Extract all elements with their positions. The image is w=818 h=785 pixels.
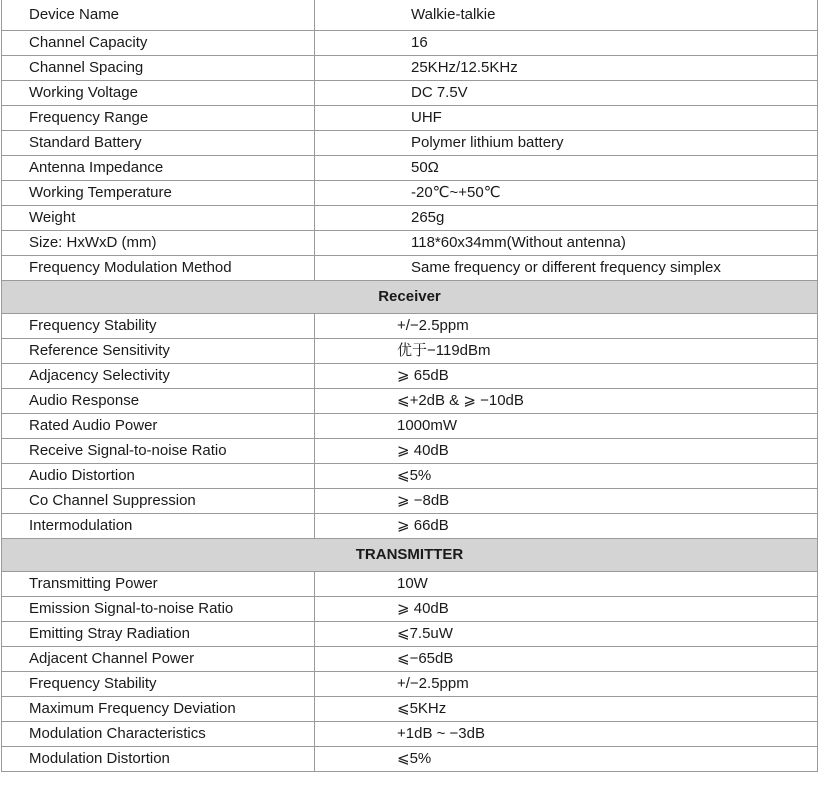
value-cell: 16 xyxy=(315,31,818,56)
param-cell: Standard Battery xyxy=(2,131,315,156)
table-row xyxy=(2,489,818,514)
table-row xyxy=(2,0,818,31)
spec-table-body xyxy=(2,0,818,772)
value-cell: ⩽5KHz xyxy=(315,697,818,722)
param-cell: Adjacent Channel Power xyxy=(2,647,315,672)
value-cell: 1000mW xyxy=(315,414,818,439)
table-row xyxy=(2,339,818,364)
value-cell: ⩽7.5uW xyxy=(315,622,818,647)
table-row xyxy=(2,181,818,206)
param-cell: Intermodulation xyxy=(2,514,315,539)
table-row xyxy=(2,364,818,389)
param-cell: Emitting Stray Radiation xyxy=(2,622,315,647)
table-row xyxy=(2,314,818,339)
table-row xyxy=(2,206,818,231)
table-row xyxy=(2,572,818,597)
transmitter-section-title: TRANSMITTER xyxy=(2,539,818,572)
value-cell: ⩽+2dB & ⩾ −10dB xyxy=(315,389,818,414)
value-cell: 10W xyxy=(315,572,818,597)
param-cell: Emission Signal-to-noise Ratio xyxy=(2,597,315,622)
param-cell: Reference Sensitivity xyxy=(2,339,315,364)
param-cell: Working Temperature xyxy=(2,181,315,206)
table-row xyxy=(2,697,818,722)
table-row xyxy=(2,131,818,156)
param-cell: Transmitting Power xyxy=(2,572,315,597)
param-cell: Weight xyxy=(2,206,315,231)
table-row xyxy=(2,81,818,106)
param-cell: Size: HxWxD (mm) xyxy=(2,231,315,256)
value-cell: 118*60x34mm(Without antenna) xyxy=(315,231,818,256)
param-cell: Adjacency Selectivity xyxy=(2,364,315,389)
value-cell: ⩾ 40dB xyxy=(315,439,818,464)
table-row xyxy=(2,156,818,181)
param-cell: Frequency Stability xyxy=(2,672,315,697)
param-cell: Modulation Distortion xyxy=(2,747,315,772)
param-cell: Modulation Characteristics xyxy=(2,722,315,747)
param-cell: Antenna Impedance xyxy=(2,156,315,181)
param-cell: Maximum Frequency Deviation xyxy=(2,697,315,722)
table-row xyxy=(2,256,818,281)
param-cell: Co Channel Suppression xyxy=(2,489,315,514)
value-cell: DC 7.5V xyxy=(315,81,818,106)
value-cell: -20℃~+50℃ xyxy=(315,181,818,206)
value-cell: ⩾ 66dB xyxy=(315,514,818,539)
table-row xyxy=(2,31,818,56)
value-cell: +1dB ~ −3dB xyxy=(315,722,818,747)
spec-table xyxy=(1,0,818,772)
param-cell: Channel Spacing xyxy=(2,56,315,81)
value-cell: Polymer lithium battery xyxy=(315,131,818,156)
table-row xyxy=(2,514,818,539)
value-cell: ⩽5% xyxy=(315,464,818,489)
table-row xyxy=(2,231,818,256)
table-row xyxy=(2,414,818,439)
table-row xyxy=(2,622,818,647)
table-row xyxy=(2,722,818,747)
receiver-section-header xyxy=(2,281,818,314)
param-cell: Rated Audio Power xyxy=(2,414,315,439)
table-row xyxy=(2,672,818,697)
table-row xyxy=(2,106,818,131)
param-cell: Audio Distortion xyxy=(2,464,315,489)
param-cell: Device Name xyxy=(2,0,315,31)
value-cell: 265g xyxy=(315,206,818,231)
value-cell: ⩾ −8dB xyxy=(315,489,818,514)
table-row xyxy=(2,56,818,81)
table-row xyxy=(2,464,818,489)
transmitter-section-header xyxy=(2,539,818,572)
table-row xyxy=(2,597,818,622)
value-cell: UHF xyxy=(315,106,818,131)
param-cell: Frequency Range xyxy=(2,106,315,131)
value-cell: Walkie-talkie xyxy=(315,0,818,31)
value-cell: ⩾ 40dB xyxy=(315,597,818,622)
param-cell: Frequency Stability xyxy=(2,314,315,339)
value-cell: +/−2.5ppm xyxy=(315,672,818,697)
param-cell: Audio Response xyxy=(2,389,315,414)
value-cell: ⩾ 65dB xyxy=(315,364,818,389)
value-cell: 50Ω xyxy=(315,156,818,181)
value-cell: 优于−119dBm xyxy=(315,339,818,364)
table-row xyxy=(2,389,818,414)
value-cell: ⩽5% xyxy=(315,747,818,772)
value-cell: 25KHz/12.5KHz xyxy=(315,56,818,81)
table-row xyxy=(2,747,818,772)
receiver-section-title: Receiver xyxy=(2,281,818,314)
value-cell: Same frequency or different frequency simplex xyxy=(315,256,818,281)
table-row xyxy=(2,647,818,672)
value-cell: ⩽−65dB xyxy=(315,647,818,672)
param-cell: Frequency Modulation Method xyxy=(2,256,315,281)
param-cell: Receive Signal-to-noise Ratio xyxy=(2,439,315,464)
value-cell: +/−2.5ppm xyxy=(315,314,818,339)
table-row xyxy=(2,439,818,464)
param-cell: Working Voltage xyxy=(2,81,315,106)
param-cell: Channel Capacity xyxy=(2,31,315,56)
